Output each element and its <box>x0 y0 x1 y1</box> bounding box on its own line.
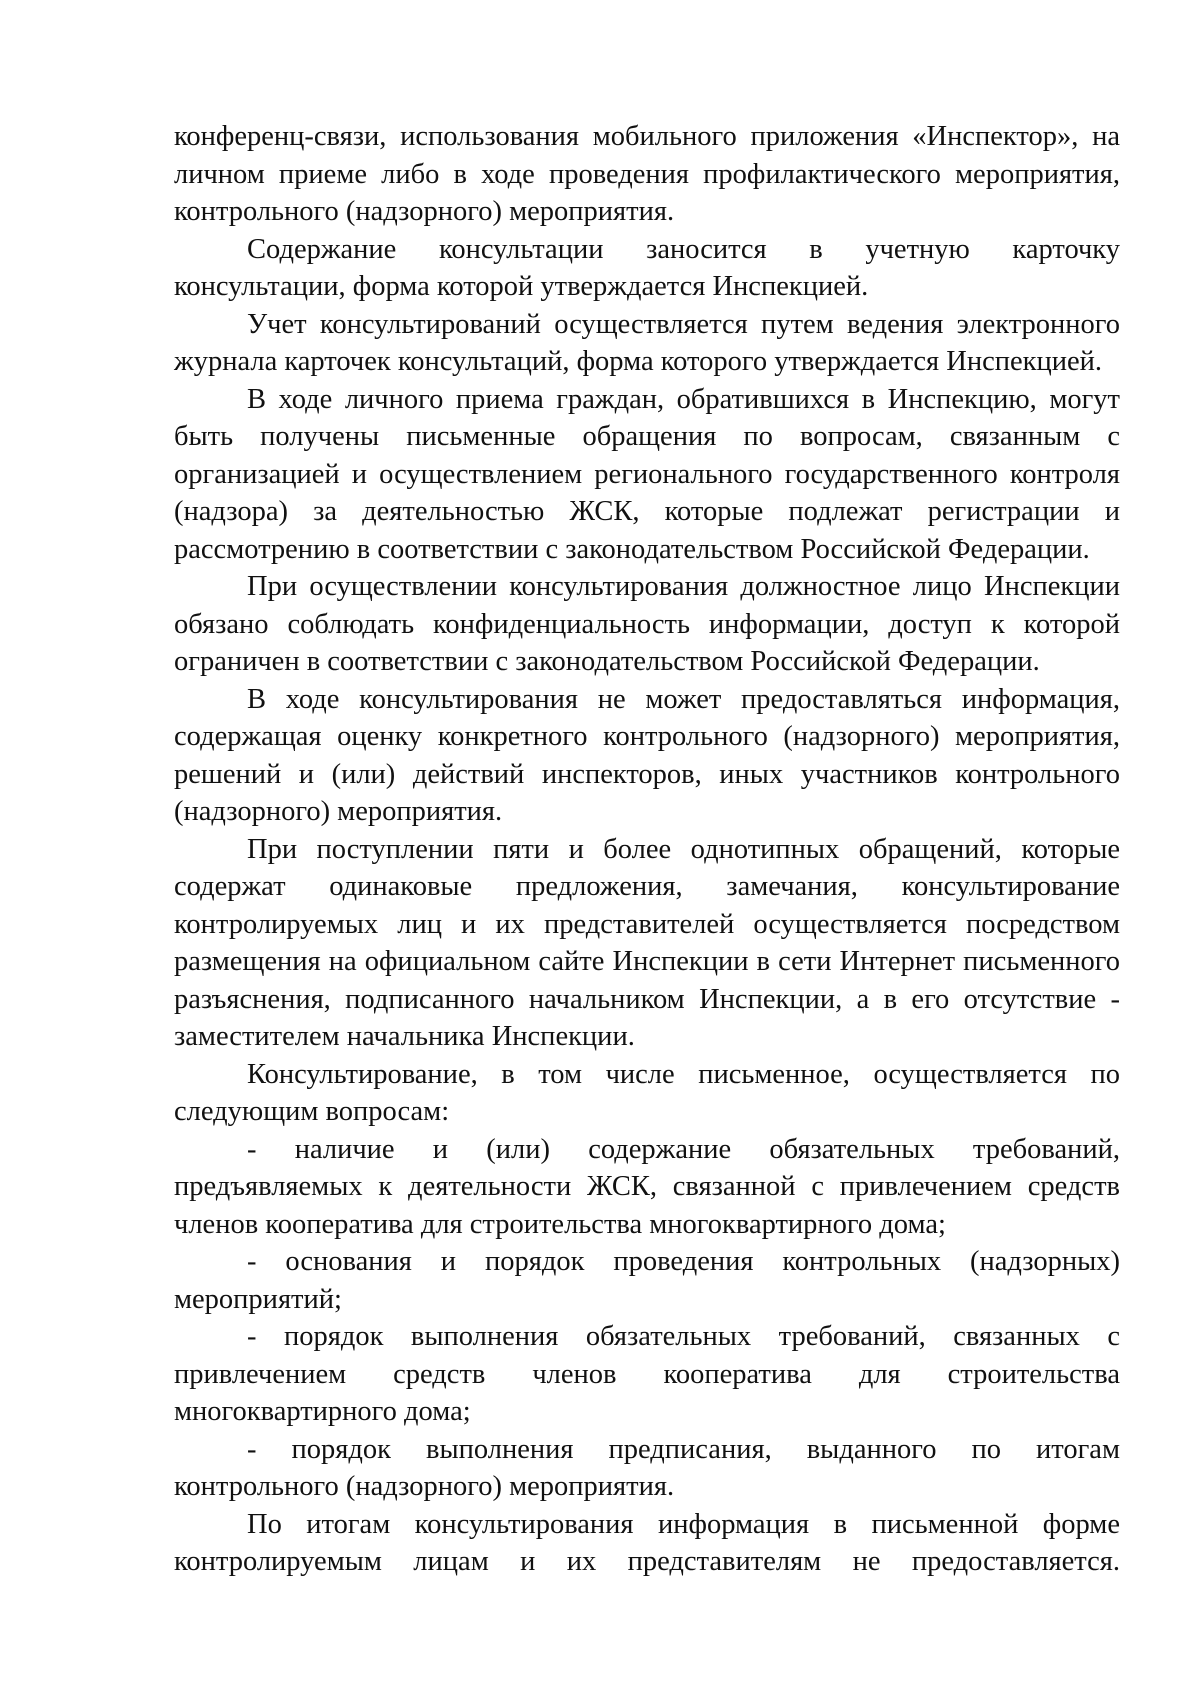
paragraph-information-limits: В ходе консультирования не может предоставляться информация, содержащая оценку конкретного контрольного (надзорного) мероприятия, решений и (или) действий инспекторов, иных участников контрольного (надзорного) мероприятия. <box>174 683 1120 827</box>
list-item-grounds-and-procedure: - основания и порядок проведения контрольных (надзорных) мероприятий; <box>174 1246 1120 1315</box>
paragraph-similar-appeals: При поступлении пяти и более однотипных обращений, которые содержат одинаковые предложения, замечания, консультирование контролируемых лиц и их представителей осуществляется посредством размещения на официальном сайте Инспекции в сети Интернет письменного разъяснения, подписанного начальником Инспекции, а в его отсутствие - заместителем начальника Инспекции. <box>174 833 1120 1052</box>
list-item-prescription-procedure: - порядок выполнения предписания, выданного по итогам контрольного (надзорного) мероприятия. <box>174 1433 1120 1502</box>
paragraph-personal-reception: В ходе личного приема граждан, обратившихся в Инспекцию, могут быть получены письменные обращения по вопросам, связанным с организацией и осуществлением регионального государственного контроля (надзора) за деятельностью ЖСК, которые подлежат регистрации и рассмотрению в соответствии с законодательством Российской Федерации. <box>174 383 1120 565</box>
paragraph-consultation-topics-intro: Консультирование, в том числе письменное, осуществляется по следующим вопросам: <box>174 1058 1120 1127</box>
paragraph-continuation: конференц-связи, использования мобильного приложения «Инспектор», на личном приеме либо в ходе проведения профилактического мероприятия, контрольного (надзорного) мероприятия. <box>174 121 1120 227</box>
paragraph-confidentiality: При осуществлении консультирования должностное лицо Инспекции обязано соблюдать конфиденциальность информации, доступ к которой ограничен в соответствии с законодательством Российской Федерации. <box>174 571 1120 677</box>
list-item-mandatory-requirements: - наличие и (или) содержание обязательных требований, предъявляемых к деятельности ЖСК, связанной с привлечением средств членов кооператива для строительства многоквартирного дома; <box>174 1133 1120 1240</box>
paragraph-consultation-content: Содержание консультации заносится в учетную карточку консультации, форма которой утверждается Инспекцией. <box>174 233 1120 302</box>
paragraph-consultation-accounting: Учет консультирований осуществляется путем ведения электронного журнала карточек консультаций, форма которого утверждается Инспекцией. <box>174 308 1120 377</box>
paragraph-written-form: По итогам консультирования информация в письменной форме контролируемым лицам и их представителям не предоставляется. <box>174 1508 1120 1577</box>
document-body <box>174 118 1120 1581</box>
list-item-requirements-procedure: - порядок выполнения обязательных требований, связанных с привлечением средств членов кооператива для строительства многоквартирного дома; <box>174 1321 1120 1427</box>
